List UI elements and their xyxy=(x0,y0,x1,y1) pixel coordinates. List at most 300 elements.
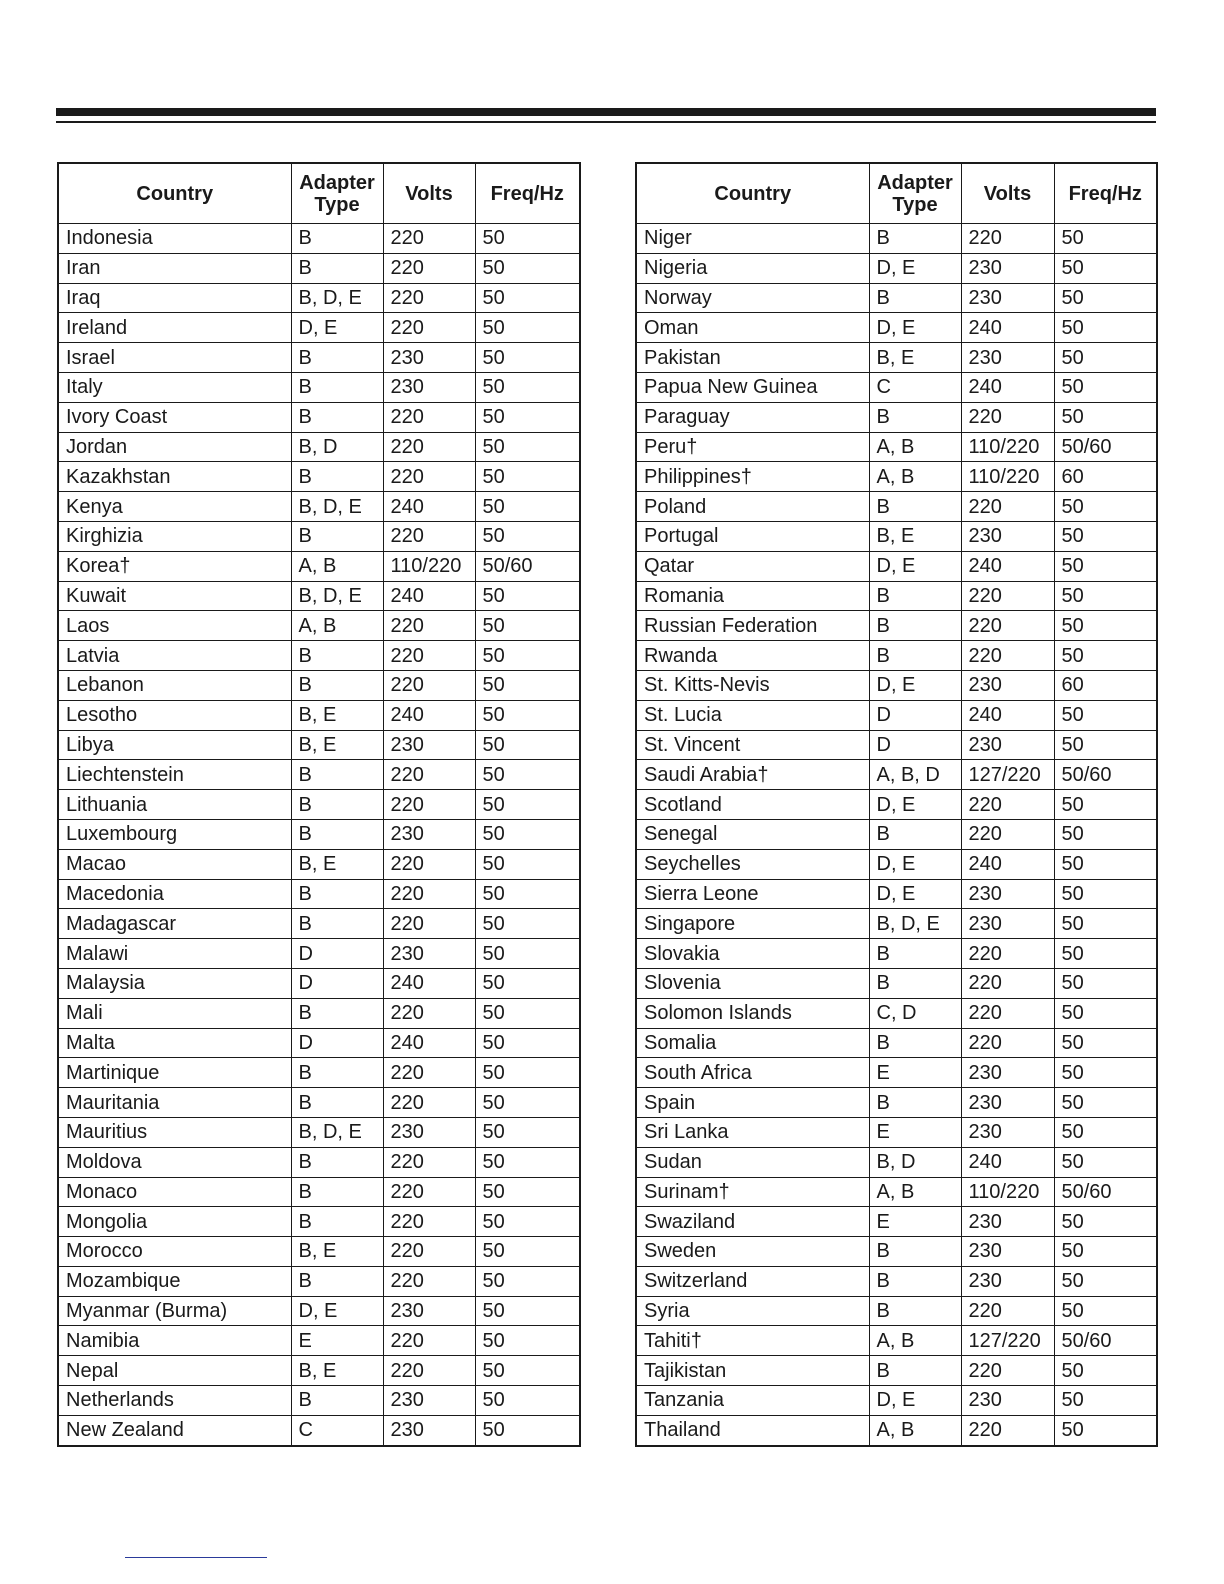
cell-volts: 110/220 xyxy=(961,432,1054,462)
cell-country: Sweden xyxy=(636,1237,869,1267)
cell-volts: 240 xyxy=(383,968,475,998)
table-row xyxy=(58,670,580,700)
table-row xyxy=(636,1028,1157,1058)
column-header-country: Country xyxy=(636,163,869,224)
cell-freq: 50 xyxy=(475,581,580,611)
table-row xyxy=(58,909,580,939)
table-row xyxy=(636,1147,1157,1177)
cell-country: Tajikistan xyxy=(636,1356,869,1386)
cell-freq: 50 xyxy=(1054,849,1157,879)
cell-volts: 230 xyxy=(961,1266,1054,1296)
cell-adapter-type: B xyxy=(291,1088,383,1118)
cell-adapter-type: B, D, E xyxy=(291,492,383,522)
cell-volts: 220 xyxy=(383,611,475,641)
table-row xyxy=(636,790,1157,820)
cell-freq: 50 xyxy=(1054,939,1157,969)
table-row xyxy=(636,1326,1157,1356)
cell-adapter-type: B, E xyxy=(291,1356,383,1386)
cell-adapter-type: A, B xyxy=(291,551,383,581)
cell-adapter-type: B xyxy=(869,1266,961,1296)
cell-country: St. Vincent xyxy=(636,730,869,760)
cell-country: Scotland xyxy=(636,790,869,820)
cell-adapter-type: D, E xyxy=(869,551,961,581)
cell-freq: 50 xyxy=(1054,521,1157,551)
cell-adapter-type: D xyxy=(291,939,383,969)
cell-country: Israel xyxy=(58,343,291,373)
table-row xyxy=(636,492,1157,522)
cell-freq: 50 xyxy=(475,1296,580,1326)
cell-country: Monaco xyxy=(58,1177,291,1207)
table-row xyxy=(58,313,580,343)
cell-country: Thailand xyxy=(636,1415,869,1445)
cell-adapter-type: B, E xyxy=(291,849,383,879)
cell-volts: 220 xyxy=(383,998,475,1028)
cell-adapter-type: D, E xyxy=(291,1296,383,1326)
table-row xyxy=(636,1415,1157,1445)
cell-volts: 220 xyxy=(961,939,1054,969)
cell-adapter-type: B xyxy=(291,372,383,402)
cell-freq: 50 xyxy=(475,641,580,671)
cell-volts: 220 xyxy=(383,1326,475,1356)
cell-volts: 230 xyxy=(961,1386,1054,1416)
cell-freq: 50 xyxy=(475,492,580,522)
cell-country: Saudi Arabia† xyxy=(636,760,869,790)
cell-country: Singapore xyxy=(636,909,869,939)
cell-country: Niger xyxy=(636,224,869,254)
cell-adapter-type: B xyxy=(291,909,383,939)
cell-country: Ivory Coast xyxy=(58,402,291,432)
cell-volts: 220 xyxy=(383,670,475,700)
cell-adapter-type: B xyxy=(869,581,961,611)
cell-country: Solomon Islands xyxy=(636,998,869,1028)
cell-freq: 50 xyxy=(1054,1058,1157,1088)
cell-country: Surinam† xyxy=(636,1177,869,1207)
cell-adapter-type: B, D, E xyxy=(291,1117,383,1147)
cell-country: Lithuania xyxy=(58,790,291,820)
cell-adapter-type: D, E xyxy=(869,253,961,283)
cell-adapter-type: D xyxy=(291,968,383,998)
cell-adapter-type: D xyxy=(869,730,961,760)
table-row xyxy=(58,1147,580,1177)
cell-country: Senegal xyxy=(636,819,869,849)
cell-freq: 50 xyxy=(1054,611,1157,641)
cell-volts: 220 xyxy=(383,879,475,909)
cell-volts: 220 xyxy=(961,492,1054,522)
table-row xyxy=(58,372,580,402)
table-row xyxy=(636,641,1157,671)
cell-volts: 220 xyxy=(383,283,475,313)
cell-adapter-type: D, E xyxy=(869,790,961,820)
cell-adapter-type: D, E xyxy=(869,879,961,909)
cell-volts: 230 xyxy=(961,253,1054,283)
cell-adapter-type: B xyxy=(869,402,961,432)
cell-volts: 220 xyxy=(383,849,475,879)
cell-adapter-type: B xyxy=(869,968,961,998)
cell-country: Indonesia xyxy=(58,224,291,254)
cell-country: Pakistan xyxy=(636,343,869,373)
cell-freq: 50 xyxy=(1054,1088,1157,1118)
cell-adapter-type: A, B xyxy=(869,1326,961,1356)
cell-freq: 50 xyxy=(475,402,580,432)
cell-volts: 220 xyxy=(383,1177,475,1207)
table-row xyxy=(636,968,1157,998)
cell-volts: 240 xyxy=(961,1147,1054,1177)
cell-freq: 50 xyxy=(475,730,580,760)
cell-freq: 50 xyxy=(1054,819,1157,849)
power-table-left xyxy=(57,162,581,1447)
cell-adapter-type: B xyxy=(291,462,383,492)
cell-country: Libya xyxy=(58,730,291,760)
table-row xyxy=(636,1117,1157,1147)
cell-country: Philippines† xyxy=(636,462,869,492)
cell-volts: 220 xyxy=(383,402,475,432)
table-row xyxy=(58,1088,580,1118)
cell-freq: 50 xyxy=(475,1386,580,1416)
cell-volts: 220 xyxy=(383,1266,475,1296)
table-row xyxy=(636,879,1157,909)
cell-freq: 50 xyxy=(1054,790,1157,820)
cell-country: Netherlands xyxy=(58,1386,291,1416)
table-row xyxy=(636,1356,1157,1386)
table-row xyxy=(636,581,1157,611)
cell-freq: 60 xyxy=(1054,670,1157,700)
table-row xyxy=(636,224,1157,254)
cell-volts: 230 xyxy=(383,1415,475,1445)
cell-volts: 220 xyxy=(961,1296,1054,1326)
cell-volts: 220 xyxy=(383,1058,475,1088)
cell-volts: 230 xyxy=(961,909,1054,939)
cell-freq: 50 xyxy=(1054,968,1157,998)
table-row xyxy=(636,432,1157,462)
cell-freq: 50 xyxy=(475,462,580,492)
cell-adapter-type: B xyxy=(291,790,383,820)
cell-volts: 220 xyxy=(961,1356,1054,1386)
cell-freq: 50 xyxy=(475,432,580,462)
cell-country: Seychelles xyxy=(636,849,869,879)
cell-adapter-type: B xyxy=(869,1356,961,1386)
table-row xyxy=(58,432,580,462)
cell-freq: 50 xyxy=(1054,1266,1157,1296)
cell-adapter-type: C, D xyxy=(869,998,961,1028)
cell-country: South Africa xyxy=(636,1058,869,1088)
table-row xyxy=(58,581,580,611)
cell-freq: 50 xyxy=(475,670,580,700)
cell-adapter-type: A, B xyxy=(291,611,383,641)
cell-country: Poland xyxy=(636,492,869,522)
cell-adapter-type: B xyxy=(869,224,961,254)
cell-country: Lesotho xyxy=(58,700,291,730)
cell-freq: 50 xyxy=(1054,998,1157,1028)
table-row xyxy=(636,939,1157,969)
cell-freq: 50/60 xyxy=(475,551,580,581)
cell-adapter-type: B xyxy=(869,492,961,522)
cell-country: Malaysia xyxy=(58,968,291,998)
cell-country: Myanmar (Burma) xyxy=(58,1296,291,1326)
cell-adapter-type: E xyxy=(869,1058,961,1088)
table-row xyxy=(58,253,580,283)
cell-volts: 230 xyxy=(961,1088,1054,1118)
cell-country: Sierra Leone xyxy=(636,879,869,909)
cell-adapter-type: B, E xyxy=(291,700,383,730)
table-row xyxy=(636,521,1157,551)
cell-volts: 220 xyxy=(383,253,475,283)
cell-volts: 220 xyxy=(383,432,475,462)
cell-volts: 220 xyxy=(961,611,1054,641)
table-row xyxy=(58,283,580,313)
cell-volts: 230 xyxy=(383,1296,475,1326)
cell-country: Papua New Guinea xyxy=(636,372,869,402)
column-header-volts: Volts xyxy=(961,163,1054,224)
cell-country: Mongolia xyxy=(58,1207,291,1237)
cell-volts: 240 xyxy=(961,313,1054,343)
cell-volts: 230 xyxy=(383,939,475,969)
cell-volts: 240 xyxy=(961,849,1054,879)
cell-adapter-type: B xyxy=(869,611,961,641)
cell-country: Nepal xyxy=(58,1356,291,1386)
cell-freq: 50 xyxy=(475,1326,580,1356)
cell-volts: 127/220 xyxy=(961,760,1054,790)
cell-freq: 50 xyxy=(1054,551,1157,581)
cell-volts: 230 xyxy=(383,730,475,760)
cell-freq: 50 xyxy=(1054,343,1157,373)
cell-volts: 220 xyxy=(383,313,475,343)
table-row xyxy=(58,879,580,909)
cell-adapter-type: B xyxy=(291,1058,383,1088)
cell-adapter-type: B xyxy=(291,1177,383,1207)
table-row xyxy=(58,1028,580,1058)
cell-adapter-type: D, E xyxy=(869,849,961,879)
cell-adapter-type: B xyxy=(291,998,383,1028)
table-row xyxy=(58,790,580,820)
cell-volts: 220 xyxy=(961,581,1054,611)
cell-volts: 220 xyxy=(383,641,475,671)
table-row xyxy=(636,402,1157,432)
cell-country: Tahiti† xyxy=(636,1326,869,1356)
cell-freq: 50 xyxy=(1054,1356,1157,1386)
cell-freq: 50 xyxy=(1054,253,1157,283)
cell-volts: 220 xyxy=(961,968,1054,998)
cell-freq: 50 xyxy=(1054,492,1157,522)
cell-country: Nigeria xyxy=(636,253,869,283)
cell-volts: 240 xyxy=(383,700,475,730)
cell-freq: 50 xyxy=(475,1088,580,1118)
cell-volts: 220 xyxy=(383,1207,475,1237)
cell-adapter-type: B xyxy=(291,402,383,432)
table-row xyxy=(58,343,580,373)
cell-freq: 50 xyxy=(1054,1028,1157,1058)
cell-freq: 50 xyxy=(1054,1237,1157,1267)
cell-volts: 220 xyxy=(961,641,1054,671)
table-row xyxy=(636,1266,1157,1296)
table-row xyxy=(58,492,580,522)
cell-volts: 230 xyxy=(961,343,1054,373)
cell-freq: 50 xyxy=(475,1147,580,1177)
cell-country: Oman xyxy=(636,313,869,343)
cell-volts: 230 xyxy=(961,670,1054,700)
cell-adapter-type: B, E xyxy=(291,730,383,760)
table-row xyxy=(58,1415,580,1445)
cell-freq: 50 xyxy=(475,521,580,551)
table-row xyxy=(58,700,580,730)
cell-freq: 50 xyxy=(475,700,580,730)
cell-volts: 220 xyxy=(383,909,475,939)
cell-adapter-type: E xyxy=(291,1326,383,1356)
cell-volts: 230 xyxy=(383,1386,475,1416)
cell-country: Luxembourg xyxy=(58,819,291,849)
cell-country: Jordan xyxy=(58,432,291,462)
cell-volts: 220 xyxy=(383,1147,475,1177)
cell-volts: 220 xyxy=(383,224,475,254)
column-header-freq: Freq/Hz xyxy=(1054,163,1157,224)
table-row xyxy=(636,372,1157,402)
cell-country: Mali xyxy=(58,998,291,1028)
table-header-row xyxy=(636,163,1157,224)
cell-country: Liechtenstein xyxy=(58,760,291,790)
table-row xyxy=(636,1177,1157,1207)
table-header-row xyxy=(58,163,580,224)
cell-freq: 50 xyxy=(1054,1386,1157,1416)
column-header-freq: Freq/Hz xyxy=(475,163,580,224)
cell-freq: 50 xyxy=(1054,879,1157,909)
cell-freq: 50 xyxy=(475,819,580,849)
cell-freq: 50 xyxy=(1054,313,1157,343)
cell-volts: 230 xyxy=(961,730,1054,760)
cell-country: Iraq xyxy=(58,283,291,313)
table-row xyxy=(58,1266,580,1296)
table-row xyxy=(58,1326,580,1356)
cell-country: Qatar xyxy=(636,551,869,581)
table-row xyxy=(636,1058,1157,1088)
cell-country: Moldova xyxy=(58,1147,291,1177)
cell-adapter-type: D, E xyxy=(869,670,961,700)
cell-adapter-type: B xyxy=(291,1207,383,1237)
cell-country: Slovenia xyxy=(636,968,869,998)
cell-adapter-type: B xyxy=(291,224,383,254)
cell-volts: 220 xyxy=(961,998,1054,1028)
table-row xyxy=(636,849,1157,879)
cell-freq: 50 xyxy=(475,1237,580,1267)
cell-adapter-type: E xyxy=(869,1207,961,1237)
cell-adapter-type: B xyxy=(869,1237,961,1267)
cell-country: Namibia xyxy=(58,1326,291,1356)
table-row xyxy=(58,1296,580,1326)
cell-volts: 220 xyxy=(383,1237,475,1267)
table-row xyxy=(636,730,1157,760)
cell-freq: 50/60 xyxy=(1054,1326,1157,1356)
cell-freq: 50 xyxy=(475,849,580,879)
cell-adapter-type: D, E xyxy=(869,1386,961,1416)
cell-country: Kuwait xyxy=(58,581,291,611)
cell-adapter-type: B xyxy=(291,1266,383,1296)
cell-adapter-type: B, D, E xyxy=(291,283,383,313)
table-row xyxy=(58,730,580,760)
table-row xyxy=(58,1177,580,1207)
cell-volts: 240 xyxy=(961,700,1054,730)
table-row xyxy=(636,462,1157,492)
cell-country: St. Lucia xyxy=(636,700,869,730)
cell-freq: 50 xyxy=(475,790,580,820)
cell-country: Russian Federation xyxy=(636,611,869,641)
cell-freq: 50 xyxy=(475,253,580,283)
cell-adapter-type: B xyxy=(869,819,961,849)
table-row xyxy=(636,611,1157,641)
cell-freq: 50 xyxy=(475,224,580,254)
cell-adapter-type: A, B, D xyxy=(869,760,961,790)
cell-volts: 240 xyxy=(961,372,1054,402)
cell-volts: 240 xyxy=(383,1028,475,1058)
cell-freq: 50 xyxy=(1054,581,1157,611)
cell-adapter-type: B xyxy=(291,670,383,700)
cell-adapter-type: C xyxy=(869,372,961,402)
table-row xyxy=(58,998,580,1028)
cell-adapter-type: B, D xyxy=(869,1147,961,1177)
column-header-country: Country xyxy=(58,163,291,224)
cell-country: Kirghizia xyxy=(58,521,291,551)
cell-freq: 50 xyxy=(1054,372,1157,402)
cell-country: Syria xyxy=(636,1296,869,1326)
cell-volts: 110/220 xyxy=(961,462,1054,492)
cell-volts: 230 xyxy=(961,1117,1054,1147)
cell-freq: 50 xyxy=(475,998,580,1028)
table-row xyxy=(636,760,1157,790)
cell-country: Sri Lanka xyxy=(636,1117,869,1147)
cell-freq: 50 xyxy=(1054,283,1157,313)
cell-country: Korea† xyxy=(58,551,291,581)
table-row xyxy=(636,1237,1157,1267)
cell-volts: 127/220 xyxy=(961,1326,1054,1356)
cell-volts: 220 xyxy=(961,1028,1054,1058)
header-rule-thin xyxy=(56,121,1156,123)
cell-volts: 220 xyxy=(961,224,1054,254)
cell-country: Morocco xyxy=(58,1237,291,1267)
table-row xyxy=(58,521,580,551)
cell-adapter-type: D, E xyxy=(869,313,961,343)
table-row xyxy=(58,1058,580,1088)
cell-volts: 230 xyxy=(961,521,1054,551)
cell-adapter-type: B xyxy=(291,819,383,849)
table-row xyxy=(58,1207,580,1237)
cell-freq: 50 xyxy=(1054,1415,1157,1445)
column-header-volts: Volts xyxy=(383,163,475,224)
cell-adapter-type: B, D, E xyxy=(291,581,383,611)
cell-country: Mozambique xyxy=(58,1266,291,1296)
cell-volts: 220 xyxy=(383,760,475,790)
cell-country: Macao xyxy=(58,849,291,879)
cell-volts: 230 xyxy=(961,1207,1054,1237)
table-row xyxy=(636,1296,1157,1326)
cell-freq: 50 xyxy=(475,1028,580,1058)
cell-adapter-type: B xyxy=(291,1147,383,1177)
cell-country: Slovakia xyxy=(636,939,869,969)
cell-volts: 220 xyxy=(383,1356,475,1386)
cell-volts: 230 xyxy=(383,819,475,849)
cell-freq: 50 xyxy=(475,909,580,939)
cell-adapter-type: A, B xyxy=(869,1177,961,1207)
cell-country: Madagascar xyxy=(58,909,291,939)
cell-volts: 230 xyxy=(961,283,1054,313)
cell-adapter-type: B, E xyxy=(869,521,961,551)
cell-adapter-type: B xyxy=(291,253,383,283)
cell-country: Macedonia xyxy=(58,879,291,909)
cell-freq: 50 xyxy=(1054,1147,1157,1177)
cell-freq: 50 xyxy=(475,968,580,998)
cell-volts: 110/220 xyxy=(383,551,475,581)
cell-country: Swaziland xyxy=(636,1207,869,1237)
cell-country: Iran xyxy=(58,253,291,283)
cell-freq: 50 xyxy=(475,939,580,969)
cell-freq: 50 xyxy=(1054,909,1157,939)
cell-country: Romania xyxy=(636,581,869,611)
